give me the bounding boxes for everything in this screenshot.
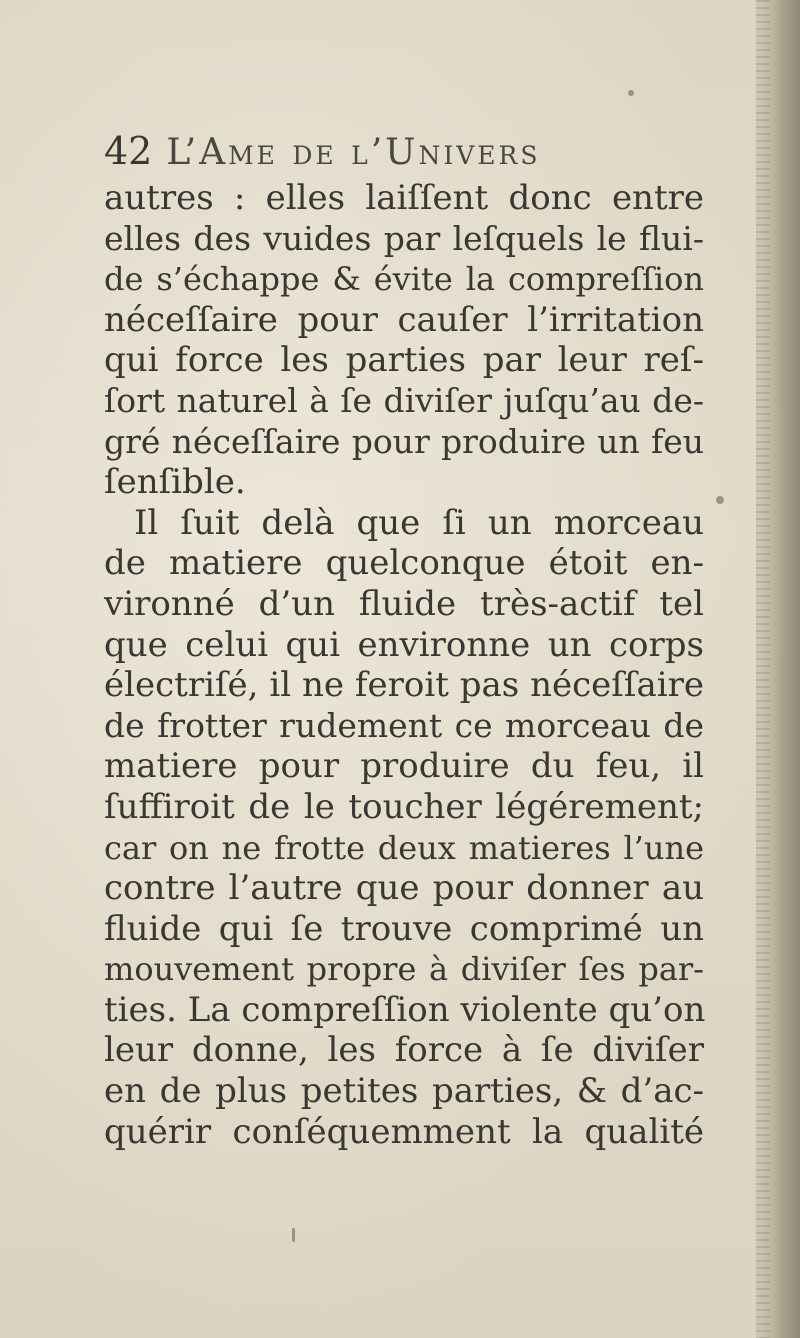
text-line: ties. La compreſſion violente qu’on	[104, 989, 706, 1030]
paper-speck	[628, 90, 634, 96]
text-line: de matiere quelconque étoit en-	[104, 543, 704, 584]
text-line: de frotter rudement ce morceau de	[104, 705, 704, 745]
text-line: matiere pour produire du feu, il	[104, 746, 704, 787]
text-line: quérir conſéquemment la qualité	[104, 1111, 704, 1152]
text-line: autres : elles laiſſent donc entre	[104, 178, 704, 218]
page-gutter-edge	[756, 0, 800, 1338]
text-line: de s’échappe & évite la compreſſion	[104, 260, 704, 299]
page-number: 42	[104, 129, 153, 173]
text-line: ſenſible.	[104, 462, 246, 503]
text-line: ſuffiroit de le toucher légérement;	[104, 786, 704, 827]
paragraph-first-line: Il ſuit delà que ſi un morceau	[134, 502, 704, 543]
text-line: en de plus petites parties, & d’ac-	[104, 1071, 704, 1112]
text-line: que celui qui environne un corps	[104, 624, 704, 665]
text-line: qui force les parties par leur reſ-	[104, 340, 704, 381]
paper-speck	[292, 1228, 295, 1242]
text-line: elles des vuides par leſquels le flui-	[104, 218, 704, 258]
text-line: ſort naturel à ſe diviſer juſqu’au de-	[104, 380, 704, 420]
text-line: électriſé, il ne feroit pas néceſſaire	[104, 665, 704, 706]
text-line: néceſſaire pour cauſer l’irritation	[104, 299, 704, 340]
body-text	[104, 178, 704, 1152]
text-line: gré néceſſaire pour produire un feu	[104, 421, 704, 461]
text-line: mouvement propre à diviſer ſes par-	[104, 950, 704, 989]
text-line: vironné d’un fluide très-actif tel	[104, 583, 704, 624]
page-header	[104, 126, 541, 176]
paper-speck	[716, 496, 724, 504]
text-line: leur donne, les force à ſe diviſer	[104, 1030, 704, 1071]
running-title: L’Ame de l’Univers	[166, 132, 541, 173]
text-line: contre l’autre que pour donner au	[104, 868, 704, 909]
text-line: fluide qui ſe trouve comprimé un	[104, 908, 704, 949]
text-line: car on ne frotte deux matieres l’une	[104, 828, 704, 867]
